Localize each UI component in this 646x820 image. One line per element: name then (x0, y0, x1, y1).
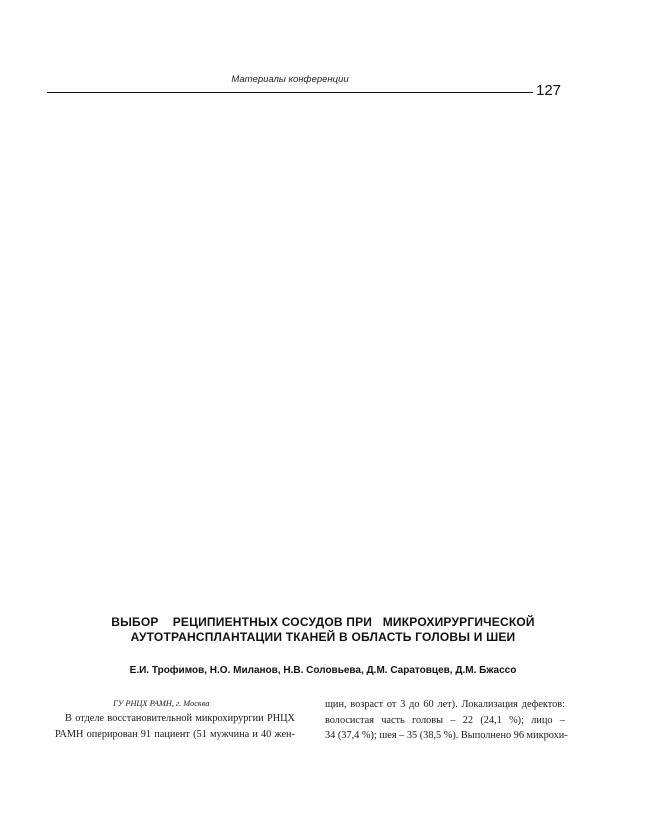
right-column (325, 697, 568, 744)
running-head: Материалы конференции (231, 74, 349, 85)
article-authors: Е.И. Трофимов, Н.О. Миланов, Н.В. Соловьева, Д.М. Саратовцев, Д.М. Бжассо (129, 665, 517, 676)
title-line: ВЫБОР РЕЦИПИЕНТНЫХ СОСУДОВ ПРИ МИКРОХИРУРГИЧЕСКОЙ (111, 615, 535, 629)
page-number: 127 (536, 82, 562, 99)
body-line: щин, возраст от 3 до 60 лет). Локализация дефектов: (325, 699, 565, 710)
affiliation: ГУ РНЦХ РАМН, г. Москва (113, 699, 210, 708)
body-line: 34 (37,4 %); шея – 35 (38,5 %). Выполнено 96 микрохи- (325, 730, 568, 741)
article-title (40, 615, 606, 645)
body-line: РАМН оперирован 91 пациент (51 мужчина и 40 жен- (55, 728, 295, 740)
title-line: АУТОТРАНСПЛАНТАЦИИ ТКАНЕЙ В ОБЛАСТЬ ГОЛОВЫ И ШЕИ (130, 630, 516, 644)
body-line: В отделе восстановительной микрохирургии РНЦХ (65, 713, 295, 724)
header-rule (47, 92, 533, 93)
body-line: волосистая часть головы – 22 (24,1 %); лицо – (325, 714, 565, 726)
left-column (55, 697, 295, 742)
